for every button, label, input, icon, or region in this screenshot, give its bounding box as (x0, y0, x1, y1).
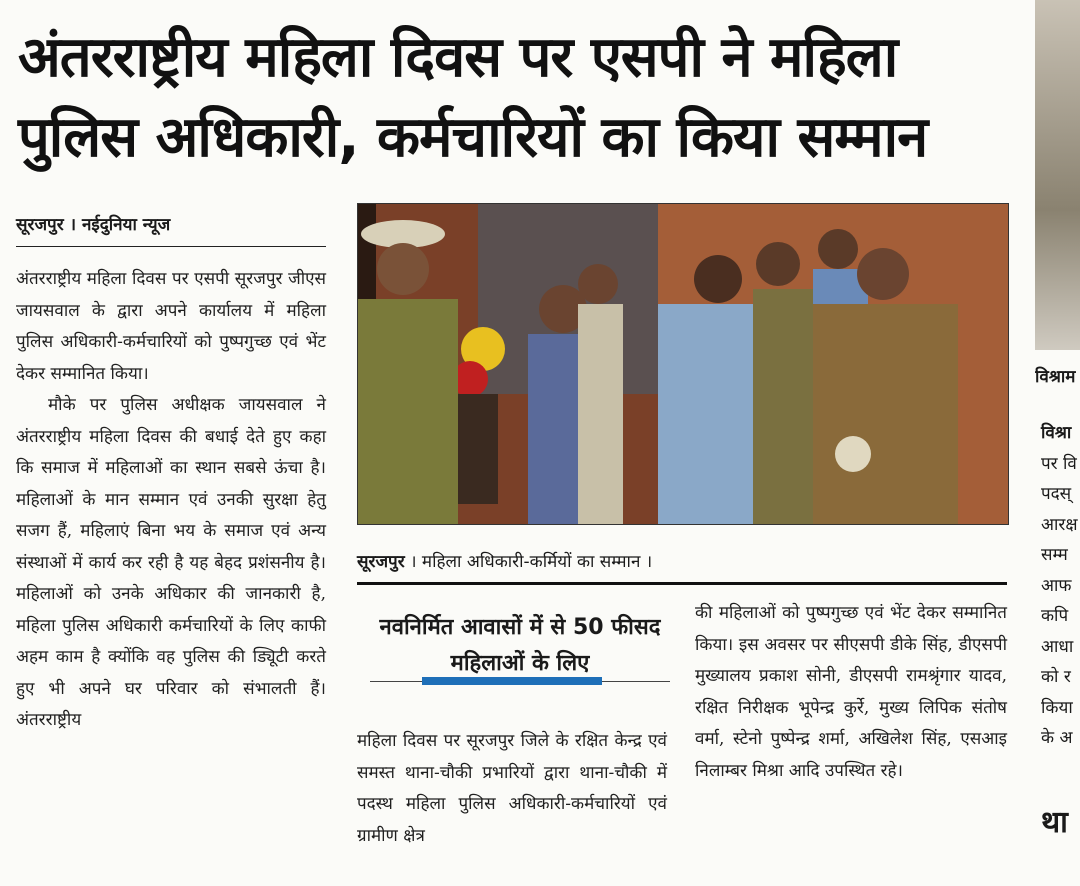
news-photo (357, 203, 1009, 525)
adjacent-article (1035, 0, 1080, 886)
caption-place: सूरजपुर (357, 552, 405, 572)
adjacent-text (1041, 418, 1078, 754)
dateline-byline: सूरजपुर । नईदुनिया न्यूज (16, 215, 171, 235)
adjacent-line: पदस् (1041, 484, 1072, 504)
headline (18, 18, 1018, 178)
photo-caption (357, 549, 652, 572)
headline-line-1: अंतरराष्ट्रीय महिला दिवस पर एसपी ने महिला (18, 25, 898, 90)
adjacent-line: विश्रा (1041, 423, 1072, 443)
adjacent-line: आधा (1041, 636, 1074, 657)
paragraph-1: अंतरराष्ट्रीय महिला दिवस पर एसपी सूरजपुर जीएस जायसवाल के द्वारा अपने कार्यालय में महिला पुलिस अधिकारी-कर्मचारियों को पुष्पगुच्छ एवं भेंट देकर सम्मानित किया। (16, 269, 326, 384)
paragraph-4: की महिलाओं को पुष्पगुच्छ एवं भेंट देकर सम्मानित किया। इस अवसर पर सीएसपी डीके सिंह, डीएसपी मुख्यालय प्रकाश सोनी, डीएसपी रामश्रृंगार यादव, रक्षित निरीक्षक भूपेन्द्र कुर्रे, मुख्य लिपिक संतोष वर्मा, स्टेनो पुष्पेन्द्र शर्मा, अखिलेश सिंह, एसआइ निलाम्बर मिश्रा आदि उपस्थित रहे। (695, 603, 1007, 781)
adjacent-photo (1035, 0, 1080, 350)
article-column-1 (16, 264, 326, 737)
subheading: नवनिर्मित आवासों में से 50 फीसद महिलाओं के लिए (379, 615, 661, 676)
adjacent-heading: था (1041, 805, 1068, 840)
adjacent-line: किया (1041, 697, 1073, 718)
adjacent-line: कपि (1041, 606, 1069, 626)
article-column-2 (357, 726, 667, 852)
adjacent-line: के अ (1041, 728, 1073, 748)
byline-rule (16, 246, 326, 247)
headline-line-2: पुलिस अधिकारी, कर्मचारियों का किया सम्मान (18, 105, 928, 170)
adjacent-line: पर वि (1041, 453, 1077, 474)
paragraph-3: महिला दिवस पर सूरजपुर जिले के रक्षित केन्द्र एवं समस्त थाना-चौकी प्रभारियों द्वारा थाना-चौकी में पदस्थ महिला पुलिस अधिकारी-कर्मचारियों एवं ग्रामीण क्षेत्र (357, 731, 667, 846)
section-rule (357, 582, 1007, 585)
subhead-accent-bar (422, 677, 602, 685)
photo-illustration (358, 204, 1008, 524)
adjacent-caption: विश्राम (1035, 367, 1076, 387)
article-column-3 (695, 598, 1007, 787)
adjacent-line: को र (1041, 667, 1071, 687)
caption-text: । महिला अधिकारी-कर्मियों का सम्मान । (404, 552, 653, 572)
paragraph-2: मौके पर पुलिस अधीक्षक जायसवाल ने अंतरराष्ट्रीय महिला दिवस की बधाई देते हुए कहा कि समाज में महिलाओं का स्थान सबसे ऊंचा है। महिलाओं के मान सम्मान एवं उनकी सुरक्षा हेतु सजग हैं, महिलाएं बिना भय के समाज एवं अन्य संस्थाओं में कार्य कर रही है यह बेहद प्रशंसनीय है। महिलाओं को उनके अधिकार की जानकारी है, महिला पुलिस अधिकारी कर्मचारियों के लिए काफी अहम काम है क्योंकि वह पुलिस की ड्यिूटी करते हुए भी अपने घर परिवार को संभालती हैं। अंतरराष्ट्रीय (16, 395, 326, 730)
adjacent-line: आफ (1041, 575, 1072, 596)
adjacent-line: सम्म (1041, 545, 1068, 565)
adjacent-line: आरक्ष (1041, 514, 1078, 535)
